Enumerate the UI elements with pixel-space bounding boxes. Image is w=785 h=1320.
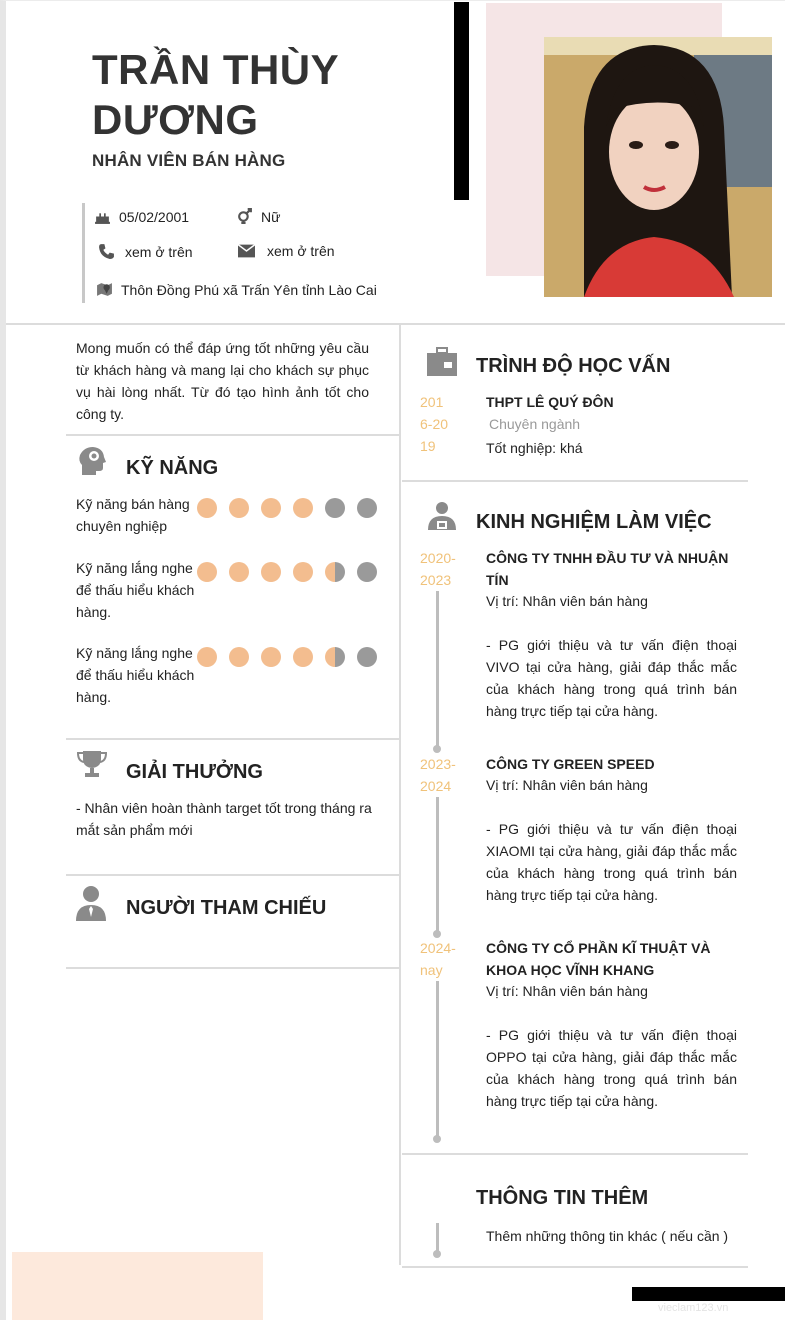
- rating-dot: [229, 498, 249, 518]
- skills-divider: [66, 738, 399, 740]
- work-icon: [426, 501, 458, 531]
- timeline-line: [436, 981, 439, 1137]
- additional-divider: [402, 1266, 748, 1268]
- brain-head-icon: [76, 445, 108, 477]
- decor-bottom-bar: [632, 1287, 785, 1301]
- person-icon: [76, 885, 106, 921]
- briefcase-icon: [426, 347, 458, 377]
- awards-title: GIẢI THƯỞNG: [126, 761, 263, 783]
- timeline-line: [436, 1223, 439, 1253]
- job-year: 2023-2024: [420, 756, 456, 794]
- rating-dot: [293, 498, 313, 518]
- education-year: 2016-2019: [420, 394, 449, 454]
- rating-dot: [197, 498, 217, 518]
- awards-divider: [66, 874, 399, 876]
- phone-icon: [98, 243, 115, 260]
- education-title: TRÌNH ĐỘ HỌC VẤN: [476, 355, 671, 377]
- rating-dot: [357, 562, 377, 582]
- job-position: Vị trí: Nhân viên bán hàng: [486, 777, 648, 793]
- rating-dot: [261, 647, 281, 667]
- address-row: [96, 281, 377, 298]
- career-objective: Mong muốn có thể đáp ứng tốt những yêu cầu từ khách hàng và mang lại cho khách sự phục vụ hài lòng nhất. Từ đó tạo hình ảnh tốt cho công ty.: [76, 340, 369, 422]
- job-description: - PG giới thiệu và tư vấn điện thoại XIAOMI tại cửa hàng, giải đáp thắc mắc của khách hàng trong quá trình bán hàng trực tiếp tại cửa hàng.: [486, 821, 737, 903]
- watermark: vieclam123.vn: [658, 1302, 729, 1314]
- skills-title: KỸ NĂNG: [126, 457, 219, 479]
- info-accent-bar: [82, 203, 85, 303]
- rating-dot: [357, 498, 377, 518]
- timeline-dot: [433, 1135, 441, 1143]
- skill-rating: [197, 498, 377, 518]
- gender-value: Nữ: [261, 208, 281, 225]
- profile-photo: [544, 37, 772, 297]
- timeline-dot: [433, 1250, 441, 1258]
- job-year: 2024-nay: [420, 940, 456, 978]
- rating-dot: [261, 498, 281, 518]
- decor-black-bar: [454, 2, 469, 200]
- rating-dot: [261, 562, 281, 582]
- rating-dot: [197, 562, 217, 582]
- rating-dot: [229, 647, 249, 667]
- rating-dot: [325, 647, 345, 667]
- company-name: CÔNG TY TNHH ĐẦU TƯ VÀ NHUẬN TÍN: [486, 550, 729, 588]
- experience-title: KINH NGHIỆM LÀM VIỆC: [476, 511, 712, 533]
- major: Chuyên ngành: [489, 416, 581, 432]
- job-description: - PG giới thiệu và tư vấn điện thoại OPPO tại cửa hàng, giải đáp thắc mắc của khách hàng trong quá trình bán hàng trực tiếp tại cửa hàng.: [486, 1027, 737, 1109]
- birthday-row: [94, 208, 189, 225]
- job-position: Vị trí: Nhân viên bán hàng: [486, 593, 648, 609]
- company-name: CÔNG TY CỔ PHẦN KĨ THUẬT VÀ KHOA HỌC VĨNH KHANG: [486, 940, 711, 978]
- decor-peach-rect: [12, 1252, 263, 1320]
- column-divider: [399, 325, 401, 1265]
- education-divider: [402, 480, 748, 482]
- address-value: Thôn Đồng Phú xã Trấn Yên tỉnh Lào Cai: [121, 281, 377, 298]
- timeline-dot: [433, 745, 441, 753]
- references-divider: [66, 967, 399, 969]
- mail-icon: [238, 244, 255, 258]
- rating-dot: [325, 498, 345, 518]
- skill-rating: [197, 647, 377, 667]
- awards-text: - Nhân viên hoàn thành target tốt trong tháng ra mắt sản phẩm mới: [76, 800, 372, 838]
- job-description: - PG giới thiệu và tư vấn điện thoại VIVO tại cửa hàng, giải đáp thắc mắc của khách hàng trong quá trình bán hàng trực tiếp tại cửa hàng.: [486, 637, 737, 719]
- company-name: CÔNG TY GREEN SPEED: [486, 756, 655, 772]
- phone-row: [98, 243, 193, 260]
- rating-dot: [293, 647, 313, 667]
- gender-row: [236, 208, 280, 225]
- rating-dot: [197, 647, 217, 667]
- rating-dot: [229, 562, 249, 582]
- phone-value: xem ở trên: [125, 243, 193, 260]
- references-title: NGƯỜI THAM CHIẾU: [126, 897, 327, 919]
- timeline-line: [436, 797, 439, 933]
- header-divider: [6, 323, 785, 325]
- skill-name: Kỹ năng lắng nghe để thấu hiểu khách hàng.: [76, 560, 195, 620]
- cake-icon: [94, 208, 111, 225]
- email-row: [238, 243, 335, 259]
- skill-name: Kỹ năng bán hàng chuyên nghiệp: [76, 496, 190, 534]
- additional-title: THÔNG TIN THÊM: [476, 1187, 649, 1209]
- map-pin-icon: [96, 281, 113, 298]
- education-result: Tốt nghiệp: khá: [486, 440, 583, 456]
- additional-text: Thêm những thông tin khác ( nếu cần ): [486, 1228, 729, 1244]
- trophy-icon: [76, 749, 108, 779]
- gender-icon: [236, 208, 253, 225]
- email-value: xem ở trên: [267, 243, 335, 259]
- skill-rating: [197, 562, 377, 582]
- school-name: THPT LÊ QUÝ ĐÔN: [486, 394, 614, 410]
- job-year: 2020-2023: [420, 550, 456, 588]
- job-position: Vị trí: Nhân viên bán hàng: [486, 983, 648, 999]
- timeline-line: [436, 591, 439, 747]
- rating-dot: [357, 647, 377, 667]
- skill-name: Kỹ năng lắng nghe để thấu hiểu khách hàng.: [76, 645, 195, 705]
- birthday-value: 05/02/2001: [119, 208, 190, 225]
- rating-dot: [325, 562, 345, 582]
- objective-divider: [66, 434, 399, 436]
- job-title: NHÂN VIÊN BÁN HÀNG: [92, 151, 286, 170]
- experience-divider: [402, 1153, 748, 1155]
- candidate-name: TRẦN THÙY DƯƠNG: [92, 46, 339, 143]
- rating-dot: [293, 562, 313, 582]
